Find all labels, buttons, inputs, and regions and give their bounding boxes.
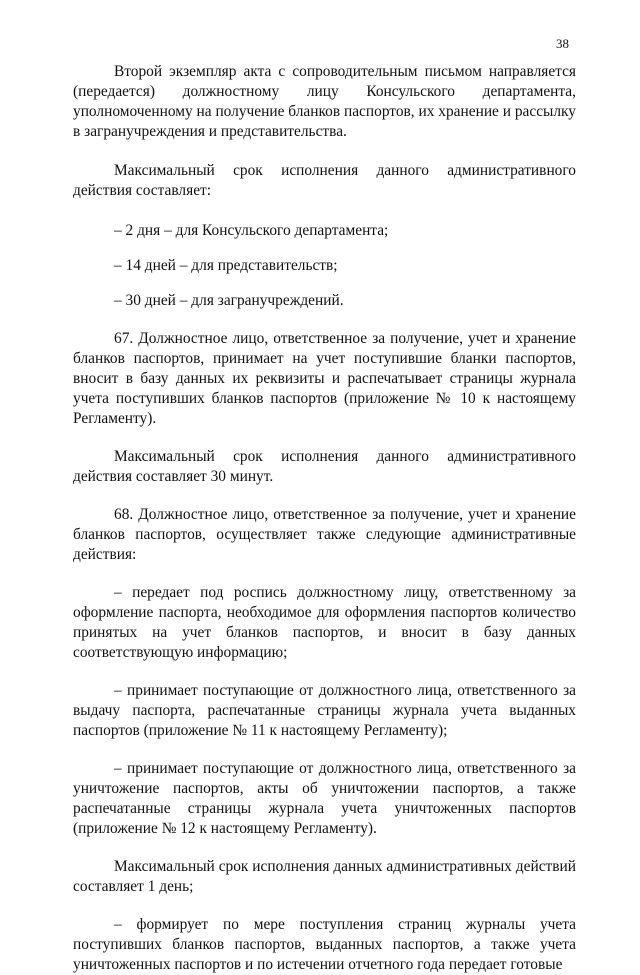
paragraph-max-term-1: Максимальный срок исполнения данного административного действия составляет: [73,162,576,199]
paragraph-max-term-30-min: Максимальный срок исполнения данного административного действия составляет 30 минут. [73,448,576,485]
document-body [73,62,576,975]
list-item-receive-destroyed-acts: – принимает поступающие от должностного лица, ответственного за уничтожение паспортов, акты об уничтожении паспортов, а также распечатанные страницы журнала учета уничтоженных паспортов (приложение № 12 к настоящему Регламенту). [73,760,576,837]
list-item-14-days: – 14 дней – для представительств; [114,257,338,274]
list-item-2-days: – 2 дня – для Консульского департамента; [114,222,389,239]
page-number: 38 [556,36,569,51]
list-item-transfer-blanks: – передает под роспись должностному лицу, ответственному за оформление паспорта, необходимое для оформления паспортов количество принятых на учет бланков паспортов, и вносит в базу данных соответствующую информацию; [73,584,576,661]
list-item-form-journals: – формирует по мере поступления страниц журналы учета поступивших бланков паспортов, выданных паспортов, а также учета уничтоженных паспортов и по истечении отчетного года передает готовые [73,916,576,973]
paragraph-68: 68. Должностное лицо, ответственное за получение, учет и хранение бланков паспортов, осуществляет также следующие административные действия: [73,506,576,563]
list-item-30-days: – 30 дней – для загранучреждений. [114,292,344,309]
list-item-receive-issued-journal: – принимает поступающие от должностного лица, ответственного за выдачу паспорта, распечатанные страницы журнала учета выданных паспортов (приложение № 11 к настоящему Регламенту); [73,682,576,739]
paragraph-max-term-1-day: Максимальный срок исполнения данных административных действий составляет 1 день; [73,858,576,895]
paragraph-67: 67. Должностное лицо, ответственное за получение, учет и хранение бланков паспортов, принимает на учет поступившие бланки паспортов, вносит в базу данных их реквизиты и распечатывает страницы журнала учета поступивших бланков паспортов (приложение № 10 к настоящему Регламенту). [73,330,576,427]
paragraph-copy-sent: Второй экземпляр акта с сопроводительным письмом направляется (передается) должностному лицу Консульского департамента, уполномоченному на получение бланков паспортов, их хранение и рассылку в загранучреждения и представительства. [73,63,576,140]
